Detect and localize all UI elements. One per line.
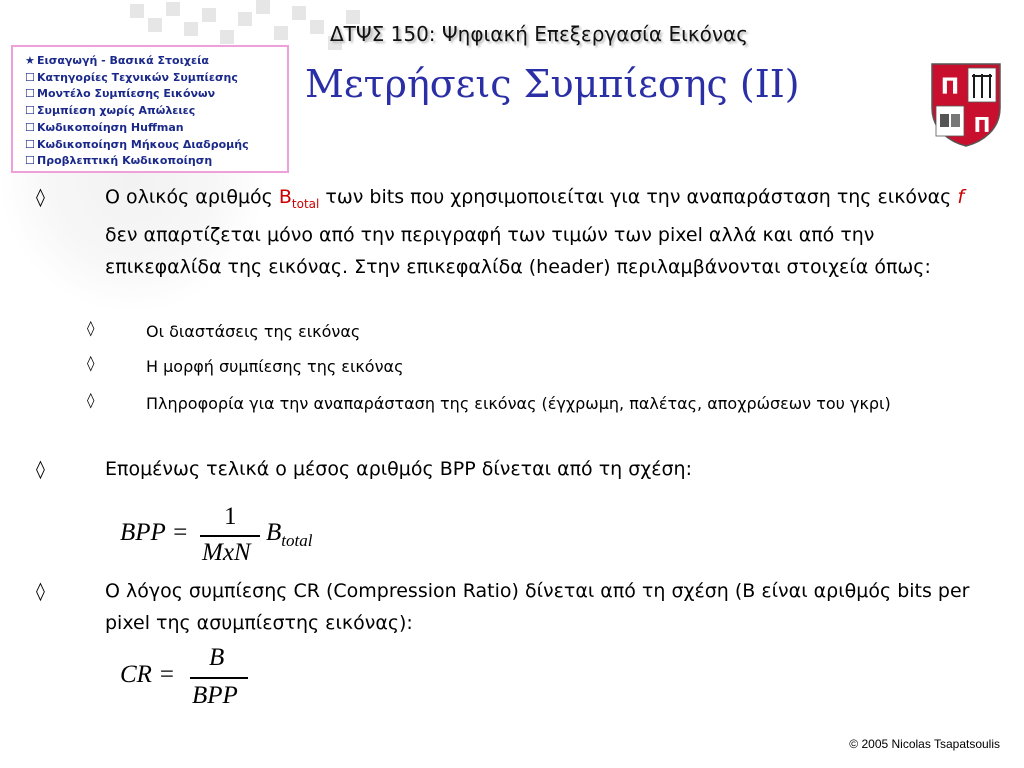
nav-item-run-length[interactable]: ☐ Κωδικοποίηση Μήκους Διαδρομής (25, 137, 249, 151)
nav-item-categories[interactable]: ☐ Κατηγορίες Τεχνικών Συμπίεσης (25, 70, 238, 84)
nav-item-lossless[interactable]: ☐ Συμπίεση χωρίς Απώλειες (25, 104, 196, 118)
nav-item-predictive[interactable]: ☐ Προβλεπτική Κωδικοποίηση (25, 154, 213, 168)
bullet-bpp: ◊ Επομένως τελικά ο μέσος αριθμός BPP δίνεται από τη σχέση: (36, 458, 692, 480)
bullet-total-bits (36, 182, 965, 278)
section-navigation (11, 45, 289, 173)
nav-item-huffman[interactable]: ☐ Κωδικοποίηση Huffman (25, 120, 184, 134)
slide-title: Μετρήσεις Συμπίεσης (ΙΙ) (305, 62, 800, 106)
bullet-total-bits-text: Ο ολικός αριθμός $B_{total}$ των bits που χρησιμοποιείται για την αναπαράσταση της εικόνας f δεν απαρτίζεται μόνο από την περιγραφή των τιμών των pixel αλλά και από την επικεφαλίδα της εικόνας. Στην επικεφαλίδα (header) περιλαμβάνονται στοιχεία όπως: (105, 186, 965, 278)
svg-text:Π: Π (940, 75, 960, 100)
copyright-footer: © 2005 Nicolas Tsapatsoulis (849, 737, 1000, 751)
nav-item-intro[interactable]: ★ Εισαγωγή - Βασικά Στοιχεία (25, 54, 209, 67)
bullet-marker: ◊ (36, 187, 45, 208)
sub-bullet-format: ◊ Η μορφή συμπίεσης της εικόνας (87, 354, 404, 376)
course-header: ΔΤΨΣ 150: Ψηφιακή Επεξεργασία Εικόνας (330, 22, 748, 46)
nav-item-model[interactable]: ☐ Μοντέλο Συμπίεσης Εικόνων (25, 87, 216, 101)
sub-bullet-representation: ◊ Πληροφορία για την αναπαράσταση της εικόνας (έγχρωμη, παλέτας, αποχρώσεων του γκρι) (87, 391, 891, 413)
sub-bullet-dimensions: ◊ Οι διαστάσεις της εικόνας (87, 319, 361, 341)
svg-text:Π: Π (973, 113, 991, 137)
bullet-compression-ratio: ◊ Ο λόγος συμπίεσης CR (Compression Ratio) δίνεται από τη σχέση (B είναι αριθμός bits per pixel της ασυμπίεστης εικόνας): (36, 580, 970, 634)
university-logo (930, 62, 1002, 148)
